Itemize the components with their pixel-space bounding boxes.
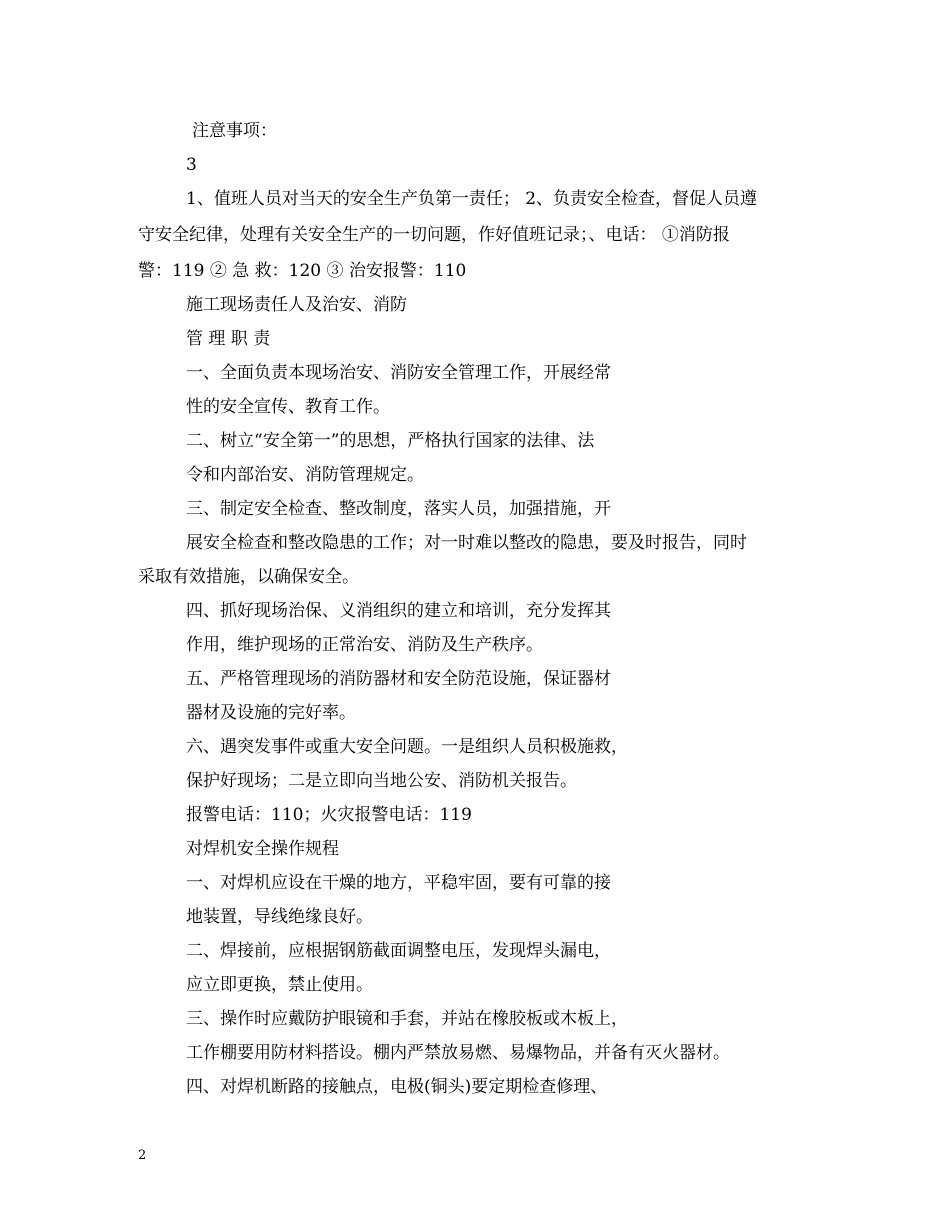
text-line: 应立即更换，禁止使用。: [186, 975, 373, 995]
text-line: 工作棚要用防材料搭设。棚内严禁放易燃、易爆物品，并备有灭火器材。: [186, 1043, 730, 1063]
text-line: 二、焊接前，应根据钢筋截面调整电压，发现焊头漏电，: [186, 941, 611, 961]
text-line: 性的安全宣传、教育工作。: [186, 397, 390, 417]
text-line: 地装置，导线绝缘良好。: [186, 907, 373, 927]
text-line: 一、全面负责本现场治安、消防安全管理工作，开展经常: [186, 363, 611, 383]
text-line: 五、严格管理现场的消防器材和安全防范设施，保证器材: [186, 669, 611, 689]
text-line: 注意事项：: [192, 121, 277, 141]
text-line: 四、抓好现场治保、义消组织的建立和培训，充分发挥其: [186, 601, 611, 621]
text-line: 守安全纪律，处理有关安全生产的一切问题，作好值班记录；、电话： ①消防报: [138, 225, 730, 245]
text-line: 报警电话：110；火灾报警电话：119: [186, 805, 472, 825]
text-line: 对焊机安全操作规程: [186, 839, 339, 859]
text-line: 3: [186, 155, 197, 175]
text-line: 三、操作时应戴防护眼镜和手套，并站在橡胶板或木板上，: [186, 1009, 628, 1029]
text-line: 保护好现场；二是立即向当地公安、消防机关报告。: [186, 771, 577, 791]
text-line: 1、值班人员对当天的安全生产负第一责任； 2、负责安全检查，督促人员遵: [186, 189, 758, 209]
text-line: 器材及设施的完好率。: [186, 703, 356, 723]
text-line: 采取有效措施，以确保安全。: [138, 567, 359, 587]
text-line: 管 理 职 责: [186, 329, 271, 349]
text-line: 三、制定安全检查、整改制度，落实人员，加强措施，开: [186, 499, 611, 519]
text-line: 二、树立“安全第一”的思想，严格执行国家的法律、法: [186, 431, 595, 451]
text-line: 展安全检查和整改隐患的工作；对一时难以整改的隐患，要及时报告，同时: [186, 533, 747, 553]
text-line: 作用，维护现场的正常治安、消防及生产秩序。: [186, 635, 543, 655]
text-line: 施工现场责任人及治安、消防: [186, 295, 407, 315]
text-line: 六、遇突发事件或重大安全问题。一是组织人员积极施救，: [186, 737, 628, 757]
text-line: 一、对焊机应设在干燥的地方，平稳牢固，要有可靠的接: [186, 873, 611, 893]
text-line: 警：119 ② 急 救：120 ③ 治安报警：110: [138, 261, 467, 281]
page-number: 2: [138, 1148, 147, 1163]
text-line: 令和内部治安、消防管理规定。: [186, 465, 424, 485]
text-line: 四、对焊机断路的接触点，电极(铜头)要定期检查修理、: [186, 1077, 608, 1097]
